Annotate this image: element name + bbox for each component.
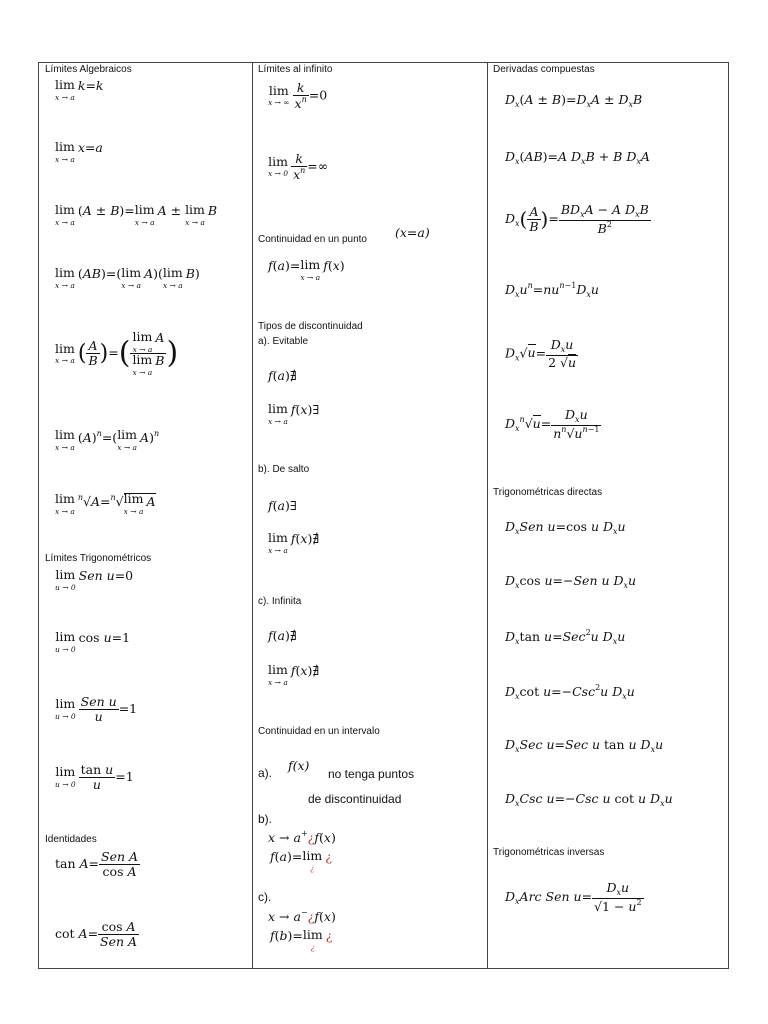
formula-lim-power: lim x → a $(A)^n=(\lim$ x → a A)$^n$ (55, 427, 160, 452)
header-limites-infinito: Límites al infinito (258, 64, 333, 75)
formula-deriv-nroot: $D_x^n√u=$ $\frac{D_xu}{n^n√u^{n-1}}$ (505, 407, 600, 441)
header-derivadas-compuestas: Derivadas compuestas (493, 64, 595, 75)
formula-infinita-lim: lim x → a f(x)∄ (268, 662, 320, 687)
formula-deriv-arcsen: $D_xArc$ Sen u= $\frac{D_xu}{√1 - u^2}$ (505, 880, 642, 914)
formula-deriv-sqrt: $D_x√u=$ $\frac{D_xu}{2 √u}$ (505, 337, 577, 370)
formula-lim-cos: lim u → 0 cos u=1 (55, 629, 131, 654)
column-derivadas (487, 63, 730, 968)
formula-lim-sum: lim x → a (A ± B)=lim x → a A ± lim x → a B (55, 202, 218, 227)
label-evitable: a). Evitable (258, 336, 309, 347)
formula-interval-c2: f(b)=lim ¿ ¿ (270, 927, 333, 952)
formula-continuidad: f(a)=lim x → a f(x) (268, 257, 345, 282)
formula-deriv-sum: $D_x(A \pm B)=D_xA \pm D_xB$ (505, 92, 643, 109)
header-limites-algebraicos: Límites Algebraicos (45, 64, 132, 75)
formula-deriv-sen: $D_xSen$ u=cos u $D_xu$ (505, 519, 626, 536)
formula-interval-b2: f(a)=lim ¿ ¿ (270, 848, 332, 873)
label-infinita: c). Infinita (258, 596, 302, 607)
formula-interval-b1: x → a+¿f(x) (268, 829, 336, 845)
formula-deriv-csc: $D_xCsc$ u=−Csc u cot u $D_xu$ (505, 791, 673, 808)
formula-cot-identity: cot A= $\frac{\text{cos A}}{\text{Sen A}}$ (55, 919, 138, 949)
formula-lim-sen: lim u → 0 Sen u=0 (55, 567, 134, 592)
formula-deriv-power: $D_xu^n=nu^{n-1}D_xu$ (505, 281, 599, 299)
formula-tan-identity: tan A= $\frac{\text{Sen A}}{\text{cos A}}$ (55, 849, 139, 879)
formula-evitable-lim: lim x → a f(x)∃ (268, 401, 320, 426)
formula-lim-root: lim x → a $^n$√A=$^n$√lim x → a A (55, 491, 156, 516)
formula-lim-product: lim x → a (AB)=(lim x → a A)(lim x → a B) (55, 265, 200, 290)
interval-c-label: c). (258, 890, 272, 904)
formula-deriv-product: $D_x(AB)=A$ $D_xB + B$ $D_xA$ (505, 149, 650, 166)
formula-evitable-fa: f(a)∄ (268, 368, 297, 383)
header-continuidad-punto: Continuidad en un punto (258, 234, 367, 245)
formula-sheet (38, 62, 729, 969)
label-de-salto: b). De salto (258, 464, 310, 475)
formula-deriv-tan: $D_x\tan$ u=Sec$^2$u $D_xu$ (505, 628, 626, 646)
interval-a-text2: de discontinuidad (308, 792, 402, 806)
formula-deriv-cot: $D_x\cot$ u=−Csc$^2$u $D_xu$ (505, 683, 635, 701)
header-continuidad-intervalo: Continuidad en un intervalo (258, 726, 380, 737)
formula-lim-senu-u: lim u → 0 $\frac{\text{Sen u}}{u}$ =1 (55, 694, 138, 724)
formula-lim-k: lim x → a k=k (55, 77, 104, 102)
continuidad-punto-note: (x=a) (395, 225, 430, 240)
formula-lim-inf: lim x → ∞ $\frac{k}{x^n}$ =0 (268, 80, 328, 111)
formula-lim-zero: lim x → 0 $\frac{k}{x^n}$ =∞ (268, 151, 329, 182)
formula-salto-lim: lim x → a f(x)∄ (268, 530, 320, 555)
formula-interval-c1: x → a−¿f(x) (268, 908, 336, 924)
interval-a-text1: no tenga puntos (328, 767, 415, 781)
interval-a-label: a). (258, 766, 273, 780)
formula-infinita-fa: f(a)∄ (268, 628, 297, 643)
formula-salto-fa: f(a)∃ (268, 498, 297, 513)
formula-deriv-sec: $D_xSec$ u=Sec u tan u $D_xu$ (505, 737, 664, 754)
header-identidades: Identidades (45, 834, 97, 845)
header-tipos-discontinuidad: Tipos de discontinuidad (258, 321, 363, 332)
formula-lim-quotient: lim x → a ( $\frac{A}{B}$ )=( lim x → a A lim x → a B ) (55, 329, 179, 377)
column-limites-algebraicos (39, 63, 253, 968)
formula-deriv-cos: $D_x\cos$ u=−Sen u $D_xu$ (505, 573, 637, 590)
formula-lim-x: lim x → a x=a (55, 139, 103, 164)
header-limites-trigonometricos: Límites Trigonométricos (45, 553, 152, 564)
formula-deriv-quotient: $D_x$( $\frac{A}{B}$ )= $\frac{BD_xA - A D_xB}{B^2}$ (505, 202, 649, 236)
header-trig-directas: Trigonométricas directas (493, 487, 603, 498)
column-limites-infinito (252, 63, 488, 968)
header-trig-inversas: Trigonométricas inversas (493, 847, 605, 858)
formula-lim-tanu-u: lim u → 0 $\frac{\text{tan u}}{u}$ =1 (55, 762, 134, 792)
interval-a-fx: f(x) (288, 758, 310, 773)
interval-b-label: b). (258, 812, 273, 826)
